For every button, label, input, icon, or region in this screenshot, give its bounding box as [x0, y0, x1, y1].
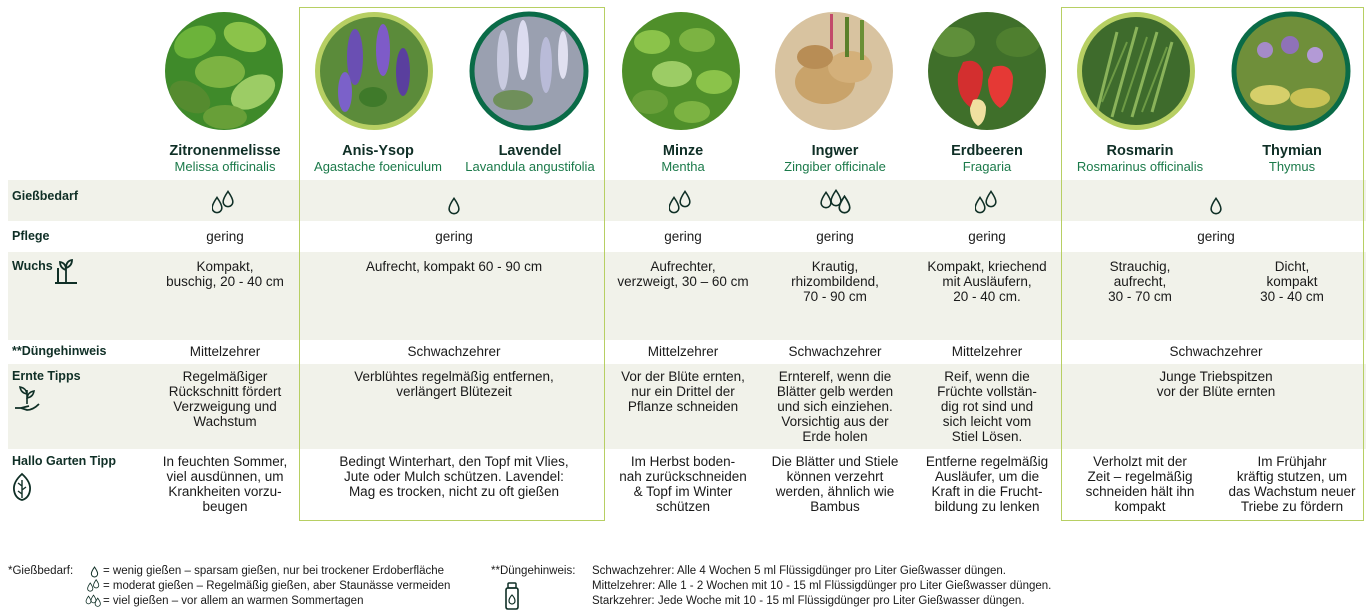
tipp-anis-lavendel: Bedingt Winterhart, den Topf mit Vlies, Jute oder Mulch schützen. Lavendel: Mag es trocken, nicht zu oft gießen: [339, 454, 569, 499]
tipp-ingwer: Die Blätter und Stiele können verzehrt werden, ähnlich wie Bambus: [771, 454, 899, 514]
plant-name-ingwer: Ingwer: [811, 143, 859, 159]
erdbeeren-photo: [928, 12, 1046, 130]
plant-latin-ingwer: Zingiber officinale: [784, 159, 886, 174]
ernte-ingwer: Ernterelf, wenn die Blätter gelb werden und sich einziehen. Vorsichtig aus der Erde holen: [776, 369, 894, 444]
footnote-drop-moderat-icon: [87, 579, 101, 593]
water-drop-wenig-icon: [1209, 196, 1223, 221]
pflege-anis-lavendel: gering: [435, 229, 473, 244]
footnote-drop-wenig-icon: [90, 566, 99, 578]
footnote-giess-moderat: = moderat gießen – Regelmäßig gießen, aber Staunässe vermeiden: [103, 580, 451, 592]
plant-latin-erdbeeren: Fragaria: [962, 159, 1012, 174]
duenge-anis-lavendel: Schwachzehrer: [407, 344, 501, 359]
row-label-wuchs: Wuchs: [12, 259, 53, 273]
water-drop-moderat-icon: [669, 190, 693, 221]
wuchs-erdbeeren: Kompakt, kriechend mit Ausläufern, 20 - 40 cm.: [927, 259, 1047, 304]
row-label-giessbedarf: Gießbedarf: [12, 189, 78, 203]
tipp-minze: Im Herbst boden- nah zurückschneiden & Topf im Winter schützen: [619, 454, 747, 514]
plant-latin-anis-ysop: Agastache foeniculum: [314, 159, 442, 174]
ernte-erdbeeren: Reif, wenn die Früchte vollstän- dig rot sind und sich leicht vom Stiel Lösen.: [937, 369, 1037, 444]
footnote-duenge-stark: Starkzehrer: Jede Woche mit 10 - 15 ml Flüssigdünger pro Liter Gießwasser düngen.: [592, 595, 1025, 607]
tipp-rosmarin: Verholzt mit der Zeit – regelmäßig schneiden hält ihn kompakt: [1085, 454, 1195, 514]
plant-name-rosmarin: Rosmarin: [1106, 143, 1174, 159]
water-drop-moderat-icon: [212, 190, 236, 221]
ingwer-photo: [775, 12, 893, 130]
wuchs-thymian: Dicht, kompakt 30 - 40 cm: [1260, 259, 1324, 304]
plant-latin-lavendel: Lavandula angustifolia: [465, 159, 595, 174]
plant-name-lavendel: Lavendel: [498, 143, 562, 159]
wuchs-minze: Aufrechter, verzweigt, 30 – 60 cm: [617, 259, 749, 289]
ernte-zitronenmelisse: Regelmäßiger Rückschnitt fördert Verzweigung und Wachstum: [168, 369, 282, 429]
footnote-duenge-mittel: Mittelzehrer: Alle 1 - 2 Wochen mit 10 - 15 ml Flüssigdünger pro Liter Gießwasser düngen.: [592, 580, 1052, 592]
ernte-minze: Vor der Blüte ernten, nur ein Drittel der Pflanze schneiden: [621, 369, 745, 414]
footnote-duenge-schwach: Schwachzehrer: Alle 4 Wochen 5 ml Flüssigdünger pro Liter Gießwasser düngen.: [592, 565, 1006, 577]
wuchs-rosmarin: Strauchig, aufrecht, 30 - 70 cm: [1108, 259, 1172, 304]
plant-latin-minze: Mentha: [661, 159, 705, 174]
footnote-duenge-label: **Düngehinweis:: [491, 565, 576, 577]
pflege-rosmarin-thymian: gering: [1197, 229, 1235, 244]
duenge-zitronenmelisse: Mittelzehrer: [189, 344, 261, 359]
water-drop-moderat-icon: [975, 190, 999, 221]
tipp-zitronenmelisse: In feuchten Sommer, viel ausdünnen, um Krankheiten vorzu- beugen: [162, 454, 288, 514]
footnote-giessbedarf-label: *Gießbedarf:: [8, 565, 74, 577]
plant-name-anis-ysop: Anis-Ysop: [342, 143, 414, 159]
plant-name-thymian: Thymian: [1262, 143, 1322, 159]
lavendel-photo: [468, 10, 590, 132]
pflege-ingwer: gering: [816, 229, 854, 244]
row-label-ernte: Ernte Tipps: [12, 369, 81, 383]
row-label-duengehinweis: **Düngehinweis: [12, 344, 107, 358]
plant-latin-zitronenmelisse: Melissa officinalis: [174, 159, 276, 174]
growth-icon: [52, 256, 80, 286]
plant-name-minze: Minze: [662, 143, 704, 159]
plant-latin-rosmarin: Rosmarinus officinalis: [1076, 159, 1204, 174]
tipp-erdbeeren: Entferne regelmäßig Ausläufer, um die Kraft in die Frucht- bildung zu lenken: [925, 454, 1049, 514]
minze-photo: [622, 12, 740, 130]
duenge-ingwer: Schwachzehrer: [788, 344, 882, 359]
anis-ysop-photo: [315, 12, 433, 130]
plant-name-zitronenmelisse: Zitronenmelisse: [169, 143, 281, 159]
row-label-pflege: Pflege: [12, 229, 50, 243]
ernte-rosmarin-thymian: Junge Triebspitzen vor der Blüte ernten: [1156, 369, 1276, 399]
pflege-erdbeeren: gering: [968, 229, 1006, 244]
water-drop-viel-icon: [819, 188, 853, 221]
footnote-giess-wenig: = wenig gießen – sparsam gießen, nur bei trockener Erdoberfläche: [103, 565, 445, 577]
footnote-drop-viel-icon: [85, 594, 102, 608]
zitronenmelisse-photo: [165, 12, 283, 130]
rosmarin-photo: [1077, 12, 1195, 130]
pflege-zitronenmelisse: gering: [206, 229, 244, 244]
thymian-photo: [1230, 10, 1352, 132]
plant-name-erdbeeren: Erdbeeren: [951, 143, 1023, 159]
harvest-hand-icon: [13, 384, 41, 414]
plant-latin-thymian: Thymus: [1268, 159, 1316, 174]
ernte-anis-lavendel: Verblühtes regelmäßig entfernen, verlängert Blütezeit: [354, 369, 554, 399]
leaf-logo-icon: [12, 472, 32, 502]
wuchs-ingwer: Krautig, rhizombildend, 70 - 90 cm: [791, 259, 879, 304]
row-label-hallo-garten-tipp: Hallo Garten Tipp: [12, 454, 116, 468]
water-drop-wenig-icon: [447, 196, 461, 221]
wuchs-anis-lavendel: Aufrecht, kompakt 60 - 90 cm: [365, 259, 543, 274]
duenge-erdbeeren: Mittelzehrer: [951, 344, 1023, 359]
footnote-giess-viel: = viel gießen – vor allem an warmen Sommertagen: [103, 595, 364, 607]
duenge-minze: Mittelzehrer: [647, 344, 719, 359]
duenge-rosmarin-thymian: Schwachzehrer: [1169, 344, 1263, 359]
wuchs-zitronenmelisse: Kompakt, buschig, 20 - 40 cm: [166, 259, 284, 289]
fertilizer-bottle-icon: [502, 582, 522, 610]
tipp-thymian: Im Frühjahr kräftig stutzen, um das Wachstum neuer Triebe zu fördern: [1228, 454, 1356, 514]
pflege-minze: gering: [664, 229, 702, 244]
